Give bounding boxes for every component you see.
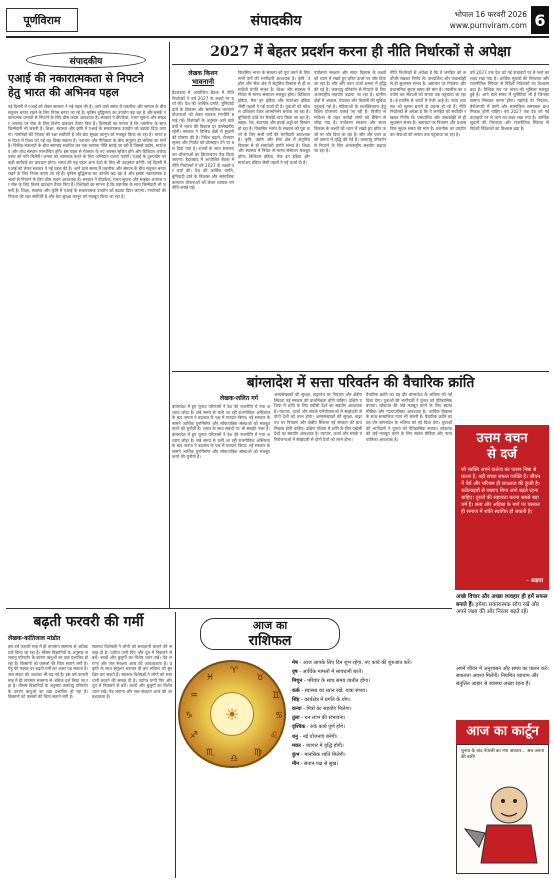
rashi-name: कुंभ	[292, 752, 300, 759]
byline-role: लेखक किशन	[188, 70, 218, 77]
pisces-icon: ♓	[205, 673, 215, 683]
rashi-item: तुला - धन लाभ की संभावना।	[292, 715, 346, 722]
rashi-item: सिंह - कार्यक्षेत्र में प्रगति के योग।	[292, 696, 351, 703]
quote-title	[455, 425, 549, 463]
rashifal-list	[292, 660, 452, 770]
cartoon-body	[481, 825, 537, 863]
cartoon-panel	[456, 744, 549, 874]
rashi-item: मेष - आज आपके लिए दिन शुभ रहेगा, नए कार्य की शुरुआत करें।	[292, 660, 412, 666]
gemini-icon: ♊	[271, 691, 281, 701]
rashi-text: रुके कार्य पूर्ण होंगे।	[310, 724, 345, 731]
rashi-item: वृश्चिक - रुके कार्य पूर्ण होंगे।	[292, 724, 345, 731]
virgo-icon: ♍	[253, 748, 263, 758]
bangladesh-headline: बांग्लादेश में सत्ता परिवर्तन की वैचारिक क्रांति	[246, 375, 475, 391]
rashifal-heading-main: राशिफल	[248, 633, 292, 649]
main-body-col-5: वर्ष 2027 तक देश को नई ऊंचाइयों पर ले जाने का लक्ष्य रखा गया है। आर्थिक सुधारों की निरंतरता और राजनीतिक स्थिरता से विदेशी निवेशकों का विश्वास बढ़ा है। वैश्विक मंच पर भारत की भूमिका मजबूत हुई है। आने वाले समय में चुनौतियां भी हैं जिनका सामना मिलकर करना होगा। महंगाई पर नियंत्रण, बेरोजगारी में कमी और सामाजिक समरसता प्राथमिकता होनी चाहिए। वर्ष 2027 तक देश को नई ऊंचाइयों पर ले जाने का लक्ष्य रखा गया है। आर्थिक सुधारों की निरंतरता और राजनीतिक स्थिरता से विदेशी निवेशकों का विश्वास बढ़ा है।	[470, 70, 549, 131]
quote-title-line-1: उत्तम वचन	[476, 431, 528, 446]
rashi-text: नई योजनाएं बनेंगी।	[302, 733, 338, 740]
column-divider	[169, 42, 170, 608]
bangladesh-body-col-2: अल्पसंख्यकों की सुरक्षा, कट्टरपंथ पर नियंत्रण और क्षेत्रीय स्थिरता नई सरकार की प्राथमिकता होनी चाहिए। दक्षिण एशिया में शांति के लिए पड़ोसी देशों का सहयोग आवश्यक है। व्यापार, ऊर्जा और संपर्क परियोजनाओं में साझेदारी से दोनों देशों को लाभ होगा। अल्पसंख्यकों की सुरक्षा, कट्टरपंथ पर नियंत्रण और क्षेत्रीय स्थिरता नई सरकार की प्राथमिकता होनी चाहिए। दक्षिण एशिया में शांति के लिए पड़ोसी देशों का सहयोग आवश्यक है। व्यापार, ऊर्जा और संपर्क परियोजनाओं में साझेदारी से दोनों देशों को लाभ होगा।	[274, 392, 362, 442]
page-number: 6	[531, 6, 549, 34]
heat-byline: लेखक-कांतिलाल मांडोत	[8, 635, 61, 642]
rashi-text: मित्रों का सहयोग मिलेगा।	[306, 706, 352, 713]
cartoon-title: आज का कार्टून	[456, 720, 549, 744]
rashi-name: मेष	[292, 660, 298, 666]
sun-icon: ☀	[210, 692, 254, 736]
rashi-text: आज आपके लिए दिन शुभ रहेगा, नए कार्य की शुरुआत करें।	[302, 660, 412, 666]
headline-rule	[172, 64, 549, 65]
rashi-name: कन्या	[292, 706, 302, 713]
rashi-name: कर्क	[292, 687, 300, 694]
taurus-icon: ♉	[255, 673, 265, 683]
rashi-text: आर्थिक मामलों में सावधानी बरतें।	[302, 669, 363, 676]
main-body-col-4: नीति निर्धारकों से अपेक्षा है कि वे जनहित को सर्वोपरि रखकर निर्णय लें। पारदर्शिता और जवाबदेही से ही सुशासन संभव है। भ्रष्टाचार पर नियंत्रण और प्रशासनिक सुधार समय की मांग है। तकनीक का उपयोग कर सेवाओं को जनता तक पहुंचाया जा रहा है। ई-गवर्नेंस से कार्यों में तेजी आई है। न्याय व्यवस्था को सुलभ बनाने के प्रयास हो रहे हैं। नीति निर्धारकों से अपेक्षा है कि वे जनहित को सर्वोपरि रखकर निर्णय लें। पारदर्शिता और जवाबदेही से ही सुशासन संभव है। भ्रष्टाचार पर नियंत्रण और प्रशासनिक सुधार समय की मांग है। तकनीक का उपयोग कर सेवाओं को जनता तक पहुंचाया जा रहा है।	[390, 70, 466, 137]
website[interactable]: www.purnviram.com	[449, 21, 527, 30]
bangladesh-body-col-1: बांग्लादेश में हुए चुनाव परिणामों ने देश की राजनीति में नया अध्याय जोड़ा है। लंबे समय से चली आ रही राजनीतिक अस्थिरता के बाद जनता ने बदलाव के पक्ष में मतदान किया। नई सरकार के सामने आर्थिक पुनर्निर्माण और लोकतांत्रिक संस्थाओं को मजबूत करने की चुनौती है। भारत के साथ संबंधों पर भी सबकी नजर है। बांग्लादेश में हुए चुनाव परिणामों ने देश की राजनीति में नया अध्याय जोड़ा है। लंबे समय से चली आ रही राजनीतिक अस्थिरता के बाद जनता ने बदलाव के पक्ष में मतदान किया। नई सरकार के सामने आर्थिक पुनर्निर्माण और लोकतांत्रिक संस्थाओं को मजबूत करने की चुनौती है।	[172, 404, 270, 460]
byline-name: भावनानी	[191, 78, 215, 86]
main-headline: 2027 में बेहतर प्रदर्शन करना ही नीति निर्धारकों से अपेक्षा	[210, 44, 511, 60]
cartoon-prop	[465, 829, 485, 847]
cartoon-eye-right	[513, 799, 517, 803]
quote-author: - अज्ञात	[526, 578, 543, 584]
main-body-col-1: हैदराबाद में आयोजित बैठक में नीति निर्धारकों ने वर्ष 2027 के लक्ष्यों पर चर्चा की। देश की आर्थिक प्रगति, बुनियादी ढांचे के विकास और सामाजिक कल्याण योजनाओं को लेकर व्यापक रणनीति बनाई गई। विशेषज्ञों के अनुसार आने वाले वर्षों में भारत की विकास दर उल्लेखनीय रहेगी। सरकार ने विभिन्न क्षेत्रों में सुधारों की घोषणा की है। निवेश बढ़ाने, रोजगार सृजन और निर्यात को प्रोत्साहन देने पर बल दिया गया है। राज्यों के साथ समन्वय कर योजनाओं का क्रियान्वयन तेज किया जाएगा। हैदराबाद में आयोजित बैठक में नीति निर्धारकों ने वर्ष 2027 के लक्ष्यों पर चर्चा की। देश की आर्थिक प्रगति, बुनियादी ढांचे के विकास और सामाजिक कल्याण योजनाओं को लेकर व्यापक रणनीति बनाई गई।	[172, 90, 234, 191]
section-rule	[172, 371, 549, 372]
rashi-item: कन्या - मित्रों का सहयोग मिलेगा।	[292, 706, 352, 713]
rashi-item: कर्क - स्वास्थ्य का ध्यान रखें, यात्रा संभव।	[292, 687, 367, 694]
rashi-name: वृष	[292, 669, 298, 676]
cartoon-eye-left	[501, 799, 505, 803]
rashi-name: धनु	[292, 733, 298, 740]
rashifal-heading-top: आज का	[252, 619, 288, 632]
cancer-icon: ♋	[274, 711, 284, 721]
masthead	[6, 6, 549, 38]
zodiac-wheel-illustration	[178, 660, 286, 768]
rashi-item: कुंभ - मानसिक शांति मिलेगी।	[292, 752, 346, 759]
rashi-name: तुला	[292, 715, 300, 722]
editorial-body-text: नई दिल्ली में एआई को लेकर सरकार ने नई पहल की है। आने वाले समय में तकनीक और समाज के बीच संतुलन बनाए रखने के लिए नियम बनाए जा रहे हैं। कृत्रिम बुद्धिमत्ता का उपयोग बढ़ रहा है और इसके नकारात्मक प्रभावों से निपटने के लिए ठोस कदम आवश्यक हैं। सरकार ने डीपफेक, गलत सूचना और साइबर अपराध पर रोक के लिए विशेष प्रावधान तैयार किए हैं। विशेषज्ञों का मानना है कि तकनीक के साथ जिम्मेदारी भी जरूरी है। शिक्षा, स्वास्थ्य और कृषि में एआई के सकारात्मक उपयोग को बढ़ावा दिया जाएगा। नागरिकों की निजता की रक्षा सर्वोपरि है और डेटा सुरक्षा कानून को मजबूत किया जा रहा है। भारत इस दिशा में विश्व को नई राह दिखा सकता है। नवाचार और नैतिकता के बीच संतुलन ही भविष्य का मार्ग है। विभिन्न मंत्रालयों के बीच समन्वय स्थापित कर एक व्यापक नीति बनाई जा रही है जिससे उद्योग, स्टार्टअप और शोध संस्थान लाभान्वित होंगे। इस पहल से रोजगार के नए अवसर सृजित होंगे और डिजिटल अर्थव्यवस्था को गति मिलेगी। जनता को जागरूक करने के लिए अभियान चलाए जाएंगे। एआई के दुरुपयोग पर कड़ी कार्रवाई का प्रावधान होगा। भारत की यह पहल अन्य देशों के लिए भी उदाहरण बनेगी। नई दिल्ली में एआई को लेकर सरकार ने नई पहल की है। आने वाले समय में तकनीक और समाज के बीच संतुलन बनाए रखने के लिए नियम बनाए जा रहे हैं। कृत्रिम बुद्धिमत्ता का उपयोग बढ़ रहा है और इसके नकारात्मक प्रभावों से निपटने के लिए ठोस कदम आवश्यक हैं। सरकार ने डीपफेक, गलत सूचना और साइबर अपराध पर रोक के लिए विशेष प्रावधान तैयार किए हैं। विशेषज्ञों का मानना है कि तकनीक के साथ जिम्मेदारी भी जरूरी है। शिक्षा, स्वास्थ्य और कृषि में एआई के सकारात्मक उपयोग को बढ़ावा दिया जाएगा। नागरिकों की निजता की रक्षा सर्वोपरि है और डेटा सुरक्षा कानून को मजबूत किया जा रहा है।	[8, 104, 166, 199]
rashi-item: धनु - नई योजनाएं बनेंगी।	[292, 733, 338, 740]
rashi-name: मकर	[292, 742, 301, 749]
rashi-text: स्वास्थ्य का ध्यान रखें, यात्रा संभव।	[304, 687, 367, 694]
bangladesh-byline: लेखक-ललित गर्ग	[219, 395, 259, 402]
column-divider-lower	[175, 612, 176, 878]
newspaper-logo: पूर्णविराम	[6, 8, 78, 32]
rashi-item: मीन - संतान पक्ष से सुख।	[292, 761, 339, 768]
heat-headline: बढ़ती फरवरी की गर्मी	[33, 614, 144, 630]
rashi-item: मिथुन - परिवार के साथ समय व्यतीत होगा।	[292, 678, 371, 685]
section-title: संपादकीय	[250, 13, 302, 29]
main-body-col-2: विकसित भारत के संकल्प को पूरा करने के लिए सभी वर्गों की भागीदारी आवश्यक है। कृषि, उद्योग और सेवा क्षेत्र में संतुलित विकास से ही समावेशी प्रगति संभव है। शिक्षा और स्वास्थ्य में निवेश से मानव संसाधन मजबूत होगा। डिजिटल इंडिया, मेक इन इंडिया और स्टार्टअप इंडिया जैसी पहलों ने नई ऊर्जा दी है। युवाओं को कौशल प्रशिक्षण देकर आत्मनिर्भर बनाया जा रहा है। बुनियादी ढांचे पर रिकॉर्ड व्यय किया जा रहा है। सड़क, रेल, बंदरगाह और हवाई अड्डों का विस्तार हो रहा है। विकसित भारत के संकल्प को पूरा करने के लिए सभी वर्गों की भागीदारी आवश्यक है। कृषि, उद्योग और सेवा क्षेत्र में संतुलित विकास से ही समावेशी प्रगति संभव है। शिक्षा और स्वास्थ्य में निवेश से मानव संसाधन मजबूत होगा। डिजिटल इंडिया, मेक इन इंडिया और स्टार्टअप इंडिया जैसी पहलों ने नई ऊर्जा दी है।	[238, 70, 310, 165]
scorpio-icon: ♏	[205, 748, 215, 758]
rashi-text: संतान पक्ष से सुख।	[304, 761, 339, 768]
quote-box	[455, 425, 549, 590]
rashi-name: वृश्चिक	[292, 724, 306, 731]
tip-text: अपने जीवन में अनुशासन और समय का पालन करें। सफलता अवश्य मिलेगी। नियमित व्यायाम और संतुलित आहार से स्वास्थ्य अच्छा रहता है।	[456, 666, 549, 687]
rashi-text: मानसिक शांति मिलेगी।	[304, 752, 346, 759]
bangladesh-body-col-3: वैचारिक क्रांति का यह दौर बांग्लादेश के भविष्य को नई दिशा देगा। युवाओं की भागीदारी ने चुनाव को ऐतिहासिक बनाया। लोकतंत्र की जड़ें मजबूत करने के लिए स्वतंत्र मीडिया और न्यायपालिका आवश्यक है। आर्थिक विकास के साथ सामाजिक न्याय भी जरूरी है। वैचारिक क्रांति का यह दौर बांग्लादेश के भविष्य को नई दिशा देगा। युवाओं की भागीदारी ने चुनाव को ऐतिहासिक बनाया। लोकतंत्र की जड़ें मजबूत करने के लिए स्वतंत्र मीडिया और न्यायपालिका आवश्यक है।	[366, 392, 452, 442]
quote-body: जो व्यक्ति अपने कर्तव्य का पालन निष्ठा से करता है, वही सच्चा सफल व्यक्ति है। जीवन में धैर्य और परिश्रम ही सफलता की कुंजी है। कठिनाइयों से घबराए बिना आगे बढ़ते रहना चाहिए। दूसरों की सहायता करना सबसे बड़ा धर्म है। सत्य और अहिंसा के मार्ग पर चलकर ही समाज में शांति स्थापित हो सकती है।	[461, 467, 541, 515]
heat-body-col-2: स्वास्थ्य विशेषज्ञों ने लोगों को सावधानी बरतने की सलाह दी है। पर्याप्त पानी पिएं और धूप में निकलने से बचें। बच्चों और बुजुर्गों का विशेष ध्यान रखें। पेड़ लगाना और जल संरक्षण आज की आवश्यकता है। प्रकृति के साथ संतुलन बनाकर ही हम भविष्य को सुरक्षित कर सकते हैं। स्वास्थ्य विशेषज्ञों ने लोगों को सावधानी बरतने की सलाह दी है। पर्याप्त पानी पिएं और धूप में निकलने से बचें। बच्चों और बुजुर्गों का विशेष ध्यान रखें। पेड़ लगाना और जल संरक्षण आज की आवश्यकता है।	[92, 644, 172, 700]
slogan-text: अच्छे विचार और अच्छा व्यवहार ही हमें सफल बनाते हैं। हमेशा सकारात्मक सोच रखें और अपने लक्ष्य की ओर निरंतर बढ़ते रहें।	[456, 594, 548, 615]
cartoon-illustration	[457, 745, 548, 873]
cartoon-face	[491, 787, 527, 823]
rashi-name: मीन	[292, 761, 300, 768]
aquarius-icon: ♒	[189, 691, 199, 701]
rashi-name: सिंह	[292, 696, 300, 703]
main-body-col-3: पर्यावरण संरक्षण और सतत विकास के लक्ष्यों को ध्यान में रखते हुए हरित ऊर्जा पर जोर दिया जा रहा है। सौर और पवन ऊर्जा क्षमता में वृद्धि की गई है। जलवायु परिवर्तन से निपटने के लिए अंतरराष्ट्रीय सहयोग बढ़ाया जा रहा है। ग्रामीण क्षेत्रों में आवास, पेयजल और बिजली की सुविधा पहुंचाई गई है। महिलाओं के सशक्तिकरण हेतु विशेष योजनाएं चलाई जा रही हैं। वित्तीय समावेशन के तहत करोड़ों लोगों को बैंकिंग से जोड़ा गया है। पर्यावरण संरक्षण और सतत विकास के लक्ष्यों को ध्यान में रखते हुए हरित ऊर्जा पर जोर दिया जा रहा है। सौर और पवन ऊर्जा क्षमता में वृद्धि की गई है। जलवायु परिवर्तन से निपटने के लिए अंतरराष्ट्रीय सहयोग बढ़ाया जा रहा है।	[314, 70, 386, 154]
leo-icon: ♌	[269, 731, 279, 741]
rashi-name: मिथुन	[292, 678, 303, 685]
rashifal-heading	[200, 618, 340, 650]
sagittarius-icon: ♐	[189, 731, 199, 741]
dateline	[450, 9, 527, 31]
libra-icon: ♎	[229, 754, 239, 764]
cartoon-caption: चुनाव के बाद नेताजी का नया अवतार... अब जनता की बारी!	[461, 749, 545, 760]
date: भोपाल 16 फरवरी 2026	[454, 10, 527, 19]
rashi-item: मकर - व्यापार में वृद्धि होगी।	[292, 742, 344, 749]
heat-body-col-1: इस वर्ष फरवरी माह में ही तापमान सामान्य से अधिक दर्ज किया जा रहा है। मौसम विज्ञानियों के अनुसार जलवायु परिवर्तन के कारण ऋतुओं का चक्र प्रभावित हो रहा है। किसानों को फसलों की चिंता सताने लगी है। गेहूं की फसल पर बढ़ती गर्मी का असर पड़ सकता है। जल संकट की आशंका भी बढ़ गई है। इस वर्ष फरवरी माह में ही तापमान सामान्य से अधिक दर्ज किया जा रहा है। मौसम विज्ञानियों के अनुसार जलवायु परिवर्तन के कारण ऋतुओं का चक्र प्रभावित हो रहा है। किसानों को फसलों की चिंता सताने लगी है।	[8, 644, 88, 700]
main-byline	[172, 70, 234, 86]
capricorn-icon: ♑	[184, 711, 194, 721]
rashi-item: वृष - आर्थिक मामलों में सावधानी बरतें।	[292, 669, 363, 676]
editorial-headline: एआई की नकारात्मकता से निपटने हेतु भारत की अभिनव पहल	[8, 72, 144, 99]
rashi-text: परिवार के साथ समय व्यतीत होगा।	[307, 678, 371, 685]
rashi-text: कार्यक्षेत्र में प्रगति के योग।	[304, 696, 351, 703]
quote-title-line-2: से दर्ज	[487, 447, 517, 462]
rashi-text: व्यापार में वृद्धि होगी।	[305, 742, 344, 749]
editorial-label: संपादकीय	[26, 52, 146, 68]
lower-section-rule	[6, 608, 452, 609]
rashi-text: धन लाभ की संभावना।	[304, 715, 346, 722]
aries-icon: ♈	[229, 666, 239, 676]
